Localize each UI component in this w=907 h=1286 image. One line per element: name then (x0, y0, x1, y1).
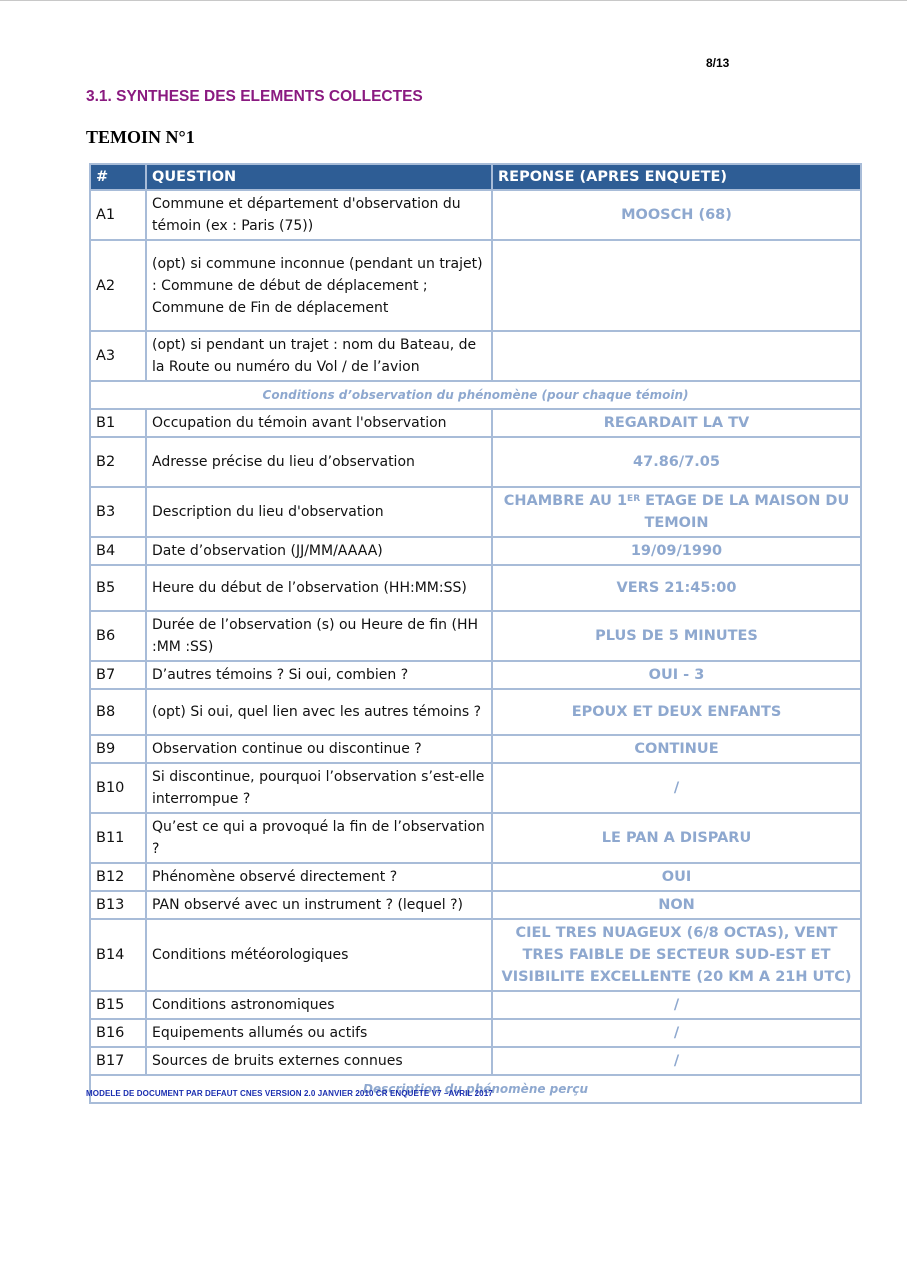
row-id: B8 (90, 689, 146, 735)
row-id: B7 (90, 661, 146, 689)
answer-superscript: ER (627, 494, 641, 504)
table-row-b3 (90, 487, 861, 537)
row-answer: REGARDAIT LA TV (492, 409, 861, 437)
conditions-subheader: Conditions d’observation du phénomène (pour chaque témoin) (90, 381, 861, 409)
row-question: (opt) si commune inconnue (pendant un trajet) : Commune de début de déplacement ; Commune de Fin de déplacement (146, 240, 492, 331)
row-question: Commune et département d'observation du témoin (ex : Paris (75)) (146, 190, 492, 240)
row-answer: NON (492, 891, 861, 919)
row-id: B3 (90, 487, 146, 537)
witness-title: TEMOIN N°1 (86, 127, 195, 147)
subheader-row-conditions (90, 381, 861, 409)
row-question: Conditions astronomiques (146, 991, 492, 1019)
row-question: Adresse précise du lieu d’observation (146, 437, 492, 487)
table-row-b11 (90, 813, 861, 863)
witness-form-table (89, 163, 862, 1104)
row-id: B9 (90, 735, 146, 763)
table-row-b16 (90, 1019, 861, 1047)
table-row-b15 (90, 991, 861, 1019)
row-answer: PLUS DE 5 MINUTES (492, 611, 861, 661)
table-row-b4 (90, 537, 861, 565)
row-answer (492, 487, 861, 537)
table-row-b5 (90, 565, 861, 611)
row-question: Durée de l’observation (s) ou Heure de fin (HH :MM :SS) (146, 611, 492, 661)
row-answer (492, 240, 861, 331)
row-answer: VERS 21:45:00 (492, 565, 861, 611)
row-id: B12 (90, 863, 146, 891)
row-id: B17 (90, 1047, 146, 1075)
top-border-line (0, 0, 907, 1)
row-question: Qu’est ce qui a provoqué la fin de l’observation ? (146, 813, 492, 863)
row-question: (opt) si pendant un trajet : nom du Bateau, de la Route ou numéro du Vol / de l’avion (146, 331, 492, 381)
row-answer: 19/09/1990 (492, 537, 861, 565)
row-id: B5 (90, 565, 146, 611)
table-row-b7 (90, 661, 861, 689)
table-row-b12 (90, 863, 861, 891)
header-question: QUESTION (146, 164, 492, 190)
row-question: D’autres témoins ? Si oui, combien ? (146, 661, 492, 689)
table-row-b9 (90, 735, 861, 763)
row-question: Description du lieu d'observation (146, 487, 492, 537)
row-answer: MOOSCH (68) (492, 190, 861, 240)
page-number: 8/13 (706, 56, 730, 70)
table-row-b8 (90, 689, 861, 735)
row-id: B13 (90, 891, 146, 919)
description-subheader: Description du phénomène perçu (90, 1075, 861, 1103)
row-answer: / (492, 991, 861, 1019)
row-answer: / (492, 763, 861, 813)
table-row-a3 (90, 331, 861, 381)
table-row-a2 (90, 240, 861, 331)
row-question: Si discontinue, pourquoi l’observation s’est-elle interrompue ? (146, 763, 492, 813)
table-row-b17 (90, 1047, 861, 1075)
header-answer: REPONSE (APRES ENQUETE) (492, 164, 861, 190)
row-id: A2 (90, 240, 146, 331)
row-answer: LE PAN A DISPARU (492, 813, 861, 863)
row-question: Sources de bruits externes connues (146, 1047, 492, 1075)
table-row-b13 (90, 891, 861, 919)
row-question: Phénomène observé directement ? (146, 863, 492, 891)
row-answer: CONTINUE (492, 735, 861, 763)
row-question: PAN observé avec un instrument ? (lequel ?) (146, 891, 492, 919)
document-footer: MODELE DE DOCUMENT PAR DEFAUT CNES VERSION 2.0 JANVIER 2010 CR ENQUETE V7 –AVRIL 2017 (86, 1089, 493, 1098)
table-row-b1 (90, 409, 861, 437)
row-question: (opt) Si oui, quel lien avec les autres témoins ? (146, 689, 492, 735)
row-id: B1 (90, 409, 146, 437)
row-answer: 47.86/7.05 (492, 437, 861, 487)
row-answer: CIEL TRES NUAGEUX (6/8 OCTAS), VENT TRES FAIBLE DE SECTEUR SUD-EST ET VISIBILITE EXCELLENTE (20 KM A 21H UTC) (492, 919, 861, 991)
table-row-a1 (90, 190, 861, 240)
row-question: Occupation du témoin avant l'observation (146, 409, 492, 437)
answer-part-1: CHAMBRE AU 1 (503, 493, 628, 509)
row-id: B2 (90, 437, 146, 487)
row-id: B11 (90, 813, 146, 863)
answer-part-2: ETAGE DE LA MAISON DU TEMOIN (640, 493, 850, 531)
row-question: Observation continue ou discontinue ? (146, 735, 492, 763)
table-row-b2 (90, 437, 861, 487)
row-answer: OUI (492, 863, 861, 891)
row-id: A1 (90, 190, 146, 240)
row-id: B4 (90, 537, 146, 565)
row-id: B6 (90, 611, 146, 661)
table-row-b14 (90, 919, 861, 991)
row-id: A3 (90, 331, 146, 381)
table-header-row (90, 164, 861, 190)
row-answer: OUI - 3 (492, 661, 861, 689)
section-title: 3.1. SYNTHESE DES ELEMENTS COLLECTES (86, 88, 423, 105)
row-question: Conditions météorologiques (146, 919, 492, 991)
row-answer: / (492, 1047, 861, 1075)
row-question: Heure du début de l’observation (HH:MM:SS) (146, 565, 492, 611)
row-answer: / (492, 1019, 861, 1047)
row-answer: EPOUX ET DEUX ENFANTS (492, 689, 861, 735)
row-id: B10 (90, 763, 146, 813)
row-id: B14 (90, 919, 146, 991)
header-id: # (90, 164, 146, 190)
row-id: B16 (90, 1019, 146, 1047)
row-answer (492, 331, 861, 381)
table-row-b6 (90, 611, 861, 661)
table-row-b10 (90, 763, 861, 813)
row-question: Date d’observation (JJ/MM/AAAA) (146, 537, 492, 565)
row-id: B15 (90, 991, 146, 1019)
row-question: Equipements allumés ou actifs (146, 1019, 492, 1047)
